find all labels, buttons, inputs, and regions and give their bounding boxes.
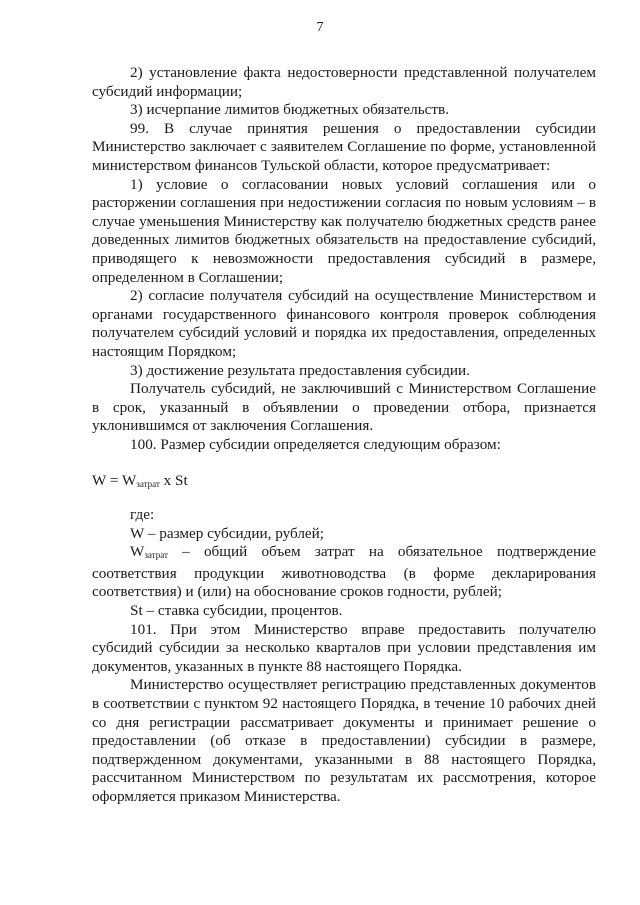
document-body [92,64,596,807]
definition-symbol: W [130,543,145,561]
where-label: где: [130,506,155,524]
paragraph: 3) исчерпание лимитов бюджетных обязательств. [130,101,450,119]
paragraph: 1) условие о согласовании новых условий соглашения или о расторжении соглашения при недостижении согласия по новым условиям – в случае уменьшения Министерству как получателю бюджетных средств ранее доведенных лимитов бюджетных обязательств на предоставление субсидий, приводящего к невозможности предоставления субсидий в размере, определенном в Соглашении; [92,175,596,286]
subsidy-formula [92,472,596,494]
paragraph: 2) установление факта недостоверности представленной получателем субсидий информации; [92,64,596,100]
page-number: 7 [316,20,324,35]
definition-st: St – ставка субсидии, процентов. [130,602,343,620]
paragraph: 100. Размер субсидии определяется следующим образом: [130,435,501,453]
paragraph: Министерство осуществляет регистрацию представленных документов в соответствии с пунктом 92 настоящего Порядка, в течение 10 рабочих дней со дня регистрации рассматривает документы и принимает решение о предоставлении (об отказе в предоставлении) субсидии в размере, подтвержденном документами, указанными в 88 настоящего Порядка, рассчитанном Министерством по результатам их рассмотрения, которое оформляется приказом Министерства. [92,676,596,805]
formula-subscript: затрат [136,479,160,490]
formula-rhs: x St [159,472,188,490]
paragraph: 2) согласие получателя субсидий на осуществление Министерством и органами государственного финансового контроля проверок соблюдения получателем субсидий условий и порядка их предоставления, определенных настоящим Порядком; [92,287,596,360]
formula-lhs: W = W [92,472,137,490]
paragraph: 99. В случае принятия решения о предоставлении субсидии Министерство заключает с заявителем Соглашение по форме, установленной министерством финансов Тульской области, которое предусматривает: [92,119,596,174]
definition-text: – общий объем затрат на обязательное подтверждение соответствия продукции животноводства (в форме декларирования соответствия) и (или) на обоснование сроков годности, рублей; [92,543,596,601]
paragraph: 3) достижение результата предоставления субсидии. [130,361,470,379]
paragraph: Получатель субсидий, не заключивший с Министерством Соглашение в срок, указанный в объявлении о проведении отбора, признается уклонившимся от заключения Соглашения. [92,380,596,435]
paragraph: 101. При этом Министерство вправе предоставить получателю субсидий субсидии за несколько кварталов при условии представления им документов, указанных в пункте 88 настоящего Порядка. [92,620,596,675]
definition-subscript: затрат [144,550,168,561]
definition-w: W – размер субсидии, рублей; [130,524,325,542]
definition-wzatrat [92,543,596,602]
